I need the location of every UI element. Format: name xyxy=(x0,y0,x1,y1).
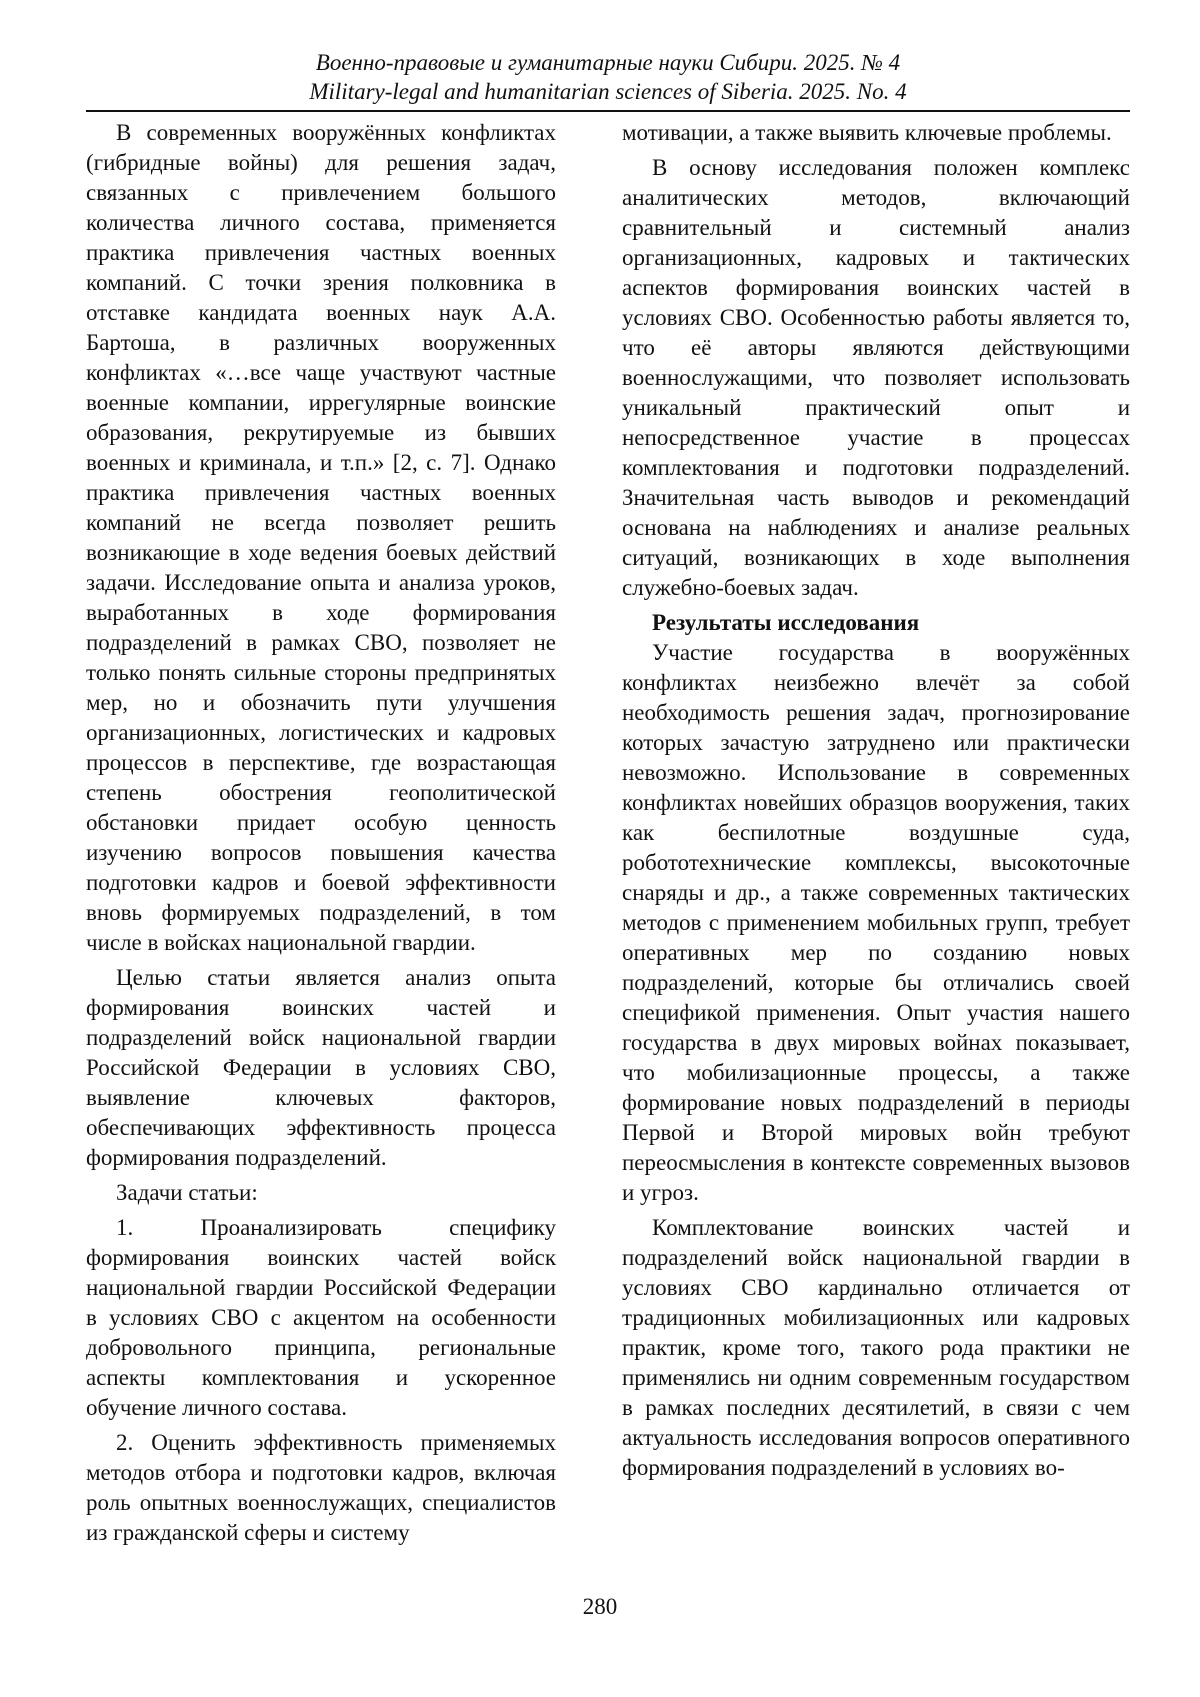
intro-paragraph: В современных вооружённых конфликтах (гибридные войны) для решения задач, связанных с привлечением большого количества личного состава, применяется практика привлечения частных военных компаний. С точки зрения полковника в отставке кандидата военных наук А.А. Бартоша, в различных вооруженных конфликтах «…все чаще участвуют частные военные компании, иррегулярные воинские образования, рекрутируемые из бывших военных и криминала, и т.п.» [2, с. 7]. Однако практика привлечения частных военных компаний не всегда позволяет решить возникающие в ходе ведения боевых действий задачи. Исследование опыта и анализа уроков, выработанных в ходе формирования подразделений в рамках СВО, позволяет не только понять сильные стороны предпринятых мер, но и обозначить пути улучшения организационных, логистических и кадровых процессов в перспективе, где возрастающая степень обострения геополитической обстановки придает особую ценность изучению вопросов повышения качества подготовки кадров и боевой эффективности вновь формируемых подразделений, в том числе в войсках национальной гвардии. xyxy=(86,120,556,955)
header-title-ru: Военно-правовые и гуманитарные науки Сибири. 2025. № 4 xyxy=(315,50,901,75)
page-number: 280 xyxy=(582,1594,618,1619)
header-title-en: Military-legal and humanitarian sciences of Siberia. 2025. No. 4 xyxy=(309,79,907,104)
right-column xyxy=(622,118,1130,1488)
left-column xyxy=(86,118,556,1553)
task-item-1: 1. Проанализировать специфику формирования воинских частей войск национальной гвардии Российской Федерации в условиях СВО с акцентом на особенности добровольного принципа, региональные аспекты комплектования и ускоренное обучение личного состава. xyxy=(86,1215,556,1420)
header-rule xyxy=(86,110,1130,112)
task-item-2: 2. Оценить эффективность применяемых методов отбора и подготовки кадров, включая роль опытных военнослужащих, специалистов из гражданской сферы и систему xyxy=(86,1430,556,1545)
methods-paragraph: В основу исследования положен комплекс аналитических методов, включающий сравнительный и системный анализ организационных, кадровых и тактических аспектов формирования воинских частей в условиях СВО. Особенностью работы является то, что её авторы являются действующими военнослужащими, что позволяет использовать уникальный практический опыт и непосредственное участие в процессах комплектования и подготовки подразделений. Значительная часть выводов и рекомендаций основана на наблюдениях и анализе реальных ситуаций, возникающих в ходе выполнения служебно-боевых задач. xyxy=(622,155,1130,600)
results-paragraph-1: Участие государства в вооружённых конфликтах неизбежно влечёт за собой необходимость решения задач, прогнозирование которых зачастую затруднено или практически невозможно. Использование в современных конфликтах новейших образцов вооружения, таких как беспилотные воздушные суда, робототехнические комплексы, высокоточные снаряды и др., а также современных тактических методов с применением мобильных групп, требует оперативных мер по созданию новых подразделений, которые бы отличались своей спецификой применения. Опыт участия нашего государства в двух мировых войнах показывает, что мобилизационные процессы, а также формирование новых подразделений в периоды Первой и Второй мировых войн требуют переосмысления в контексте современных вызовов и угроз. xyxy=(622,640,1130,1205)
results-paragraph-2: Комплектование воинских частей и подразделений войск национальной гвардии в условиях СВО кардинально отличается от традиционных мобилизационных или кадровых практик, кроме того, такого рода практики не применялись ни одним современным государством в рамках последних десятилетий, в связи с чем актуальность исследования вопросов оперативного формирования подразделений в условиях во- xyxy=(622,1215,1130,1480)
results-heading: Результаты исследования xyxy=(652,610,920,635)
tasks-title: Задачи статьи: xyxy=(116,1180,258,1205)
purpose-paragraph: Целью статьи является анализ опыта формирования воинских частей и подразделений войск национальной гвардии Российской Федерации в условиях СВО, выявление ключевых факторов, обеспечивающих эффективность процесса формирования подразделений. xyxy=(86,965,556,1170)
task-continuation: мотивации, а также выявить ключевые проблемы. xyxy=(622,120,1112,145)
running-header xyxy=(86,48,1130,106)
